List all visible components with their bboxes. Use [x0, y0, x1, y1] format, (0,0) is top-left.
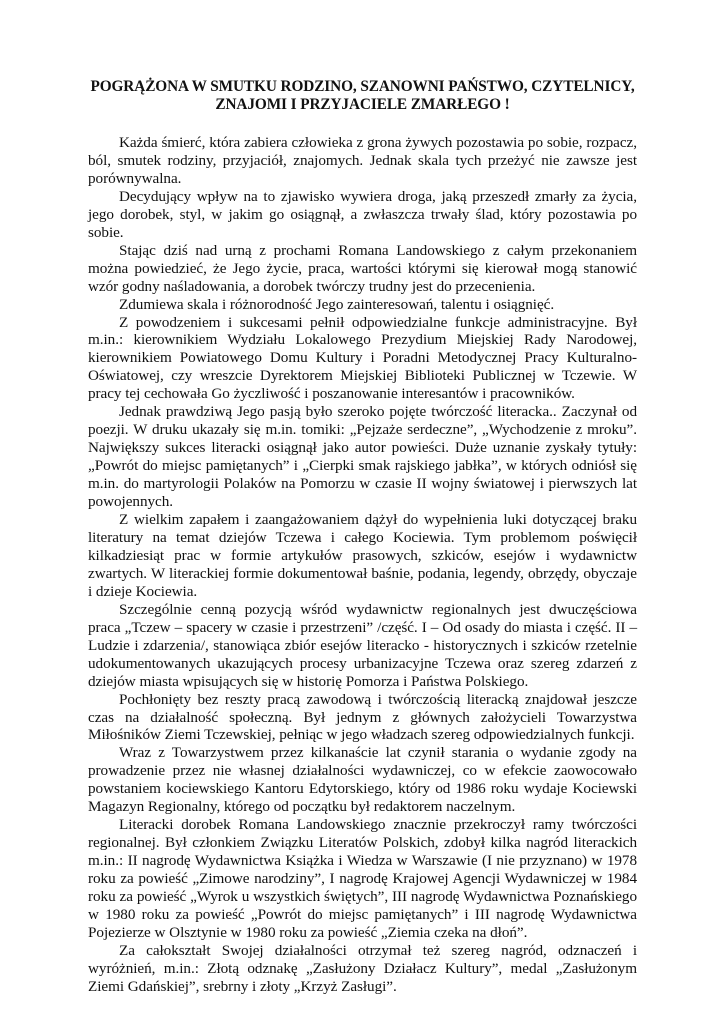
paragraph: Każda śmierć, która zabiera człowieka z grona żywych pozostawia po sobie, rozpacz, ból, smutek rodziny, przyjaciół, znajomych. Jednak skala tych przeżyć nie zawsze jest porównywalna. — [88, 134, 637, 187]
paragraph: Pochłonięty bez reszty pracą zawodową i twórczością literacką znajdował jeszcze czas na działalność społeczną. Był jednym z głównych założycieli Towarzystwa Miłośników Ziemi Tczewskiej, pełniąc w jego władzach szereg odpowiedzialnych funkcji. — [88, 690, 637, 744]
paragraph: Za całokształt Swojej działalności otrzymał też szereg nagród, odznaczeń i wyróżnień, m.in.: Złotą odznakę „Zasłużony Działacz Kultury”, medal „Zasłużonym Ziemi Gdańskiej”, srebrny i złoty „Krzyż Zasługi”. — [88, 941, 637, 995]
title-line-2: ZNAJOMI I PRZYJACIELE ZMARŁEGO ! — [215, 96, 510, 113]
paragraph: Z wielkim zapałem i zaangażowaniem dążył do wypełnienia luki dotyczącej braku literatury na temat dziejów Tczewa i całego Kociewia. Tym problemom poświęcił kilkadziesiąt prac w formie artykułów prasowych, szkiców, esejów i wydawnictw zwartych. W literackiej formie dokumentował baśnie, podania, legendy, obrzędy, obyczaje i dzieje Kociewia. — [88, 511, 637, 600]
paragraph: Wraz z Towarzystwem przez kilkanaście lat czynił starania o wydanie zgody na prowadzenie przez nie własnej działalności wydawniczej, co w efekcie zaowocowało powstaniem kociewskiego Kantoru Edytorskiego, który od 1986 roku wydaje Kociewski Magazyn Regionalny, którego od początku był redaktorem naczelnym. — [88, 744, 637, 816]
paragraph: Z powodzeniem i sukcesami pełnił odpowiedzialne funkcje administracyjne. Był m.in.: kierownikiem Wydziału Lokalowego Prezydium Miejskiej Rady Narodowej, kierownikiem Powiatowego Domu Kultury i Poradni Metodycznej Pracy Kulturalno-Oświatowej, czy wreszcie Dyrektorem Miejskiej Biblioteki Publicznej w Tczewie. W pracy tej cechowała Go życzliwość i poszanowanie interesantów i pracowników. — [88, 313, 637, 403]
document-page — [88, 78, 637, 996]
paragraph: Literacki dorobek Romana Landowskiego znacznie przekroczył ramy twórczości regionalnej. Był członkiem Związku Literatów Polskich, zdobył kilka nagród literackich m.in.: II nagrodę Wydawnictwa Książka i Wiedza w Warszawie (I nie przyznano) w 1978 roku za powieść „Zimowe narodziny”, I nagrodę Krajowej Agencji Wydawniczej w 1984 roku za powieść „Wyrok u wszystkich świętych”, III nagrodę Wydawnictwa Poznańskiego w 1980 roku za powieść „Powrót do miejsc pamiętanych” i III nagrodę Wydawnictwa Pojezierze w Olsztynie w 1980 roku za powieść „Ziemia czeka na dłoń”. — [88, 816, 637, 941]
document-title — [88, 78, 637, 114]
document-body — [88, 134, 637, 996]
paragraph: Decydujący wpływ na to zjawisko wywiera droga, jaką przeszedł zmarły za życia, jego dorobek, styl, w jakim go osiągnął, a zwłaszcza trwały ślad, który pozostawia po sobie. — [88, 187, 637, 241]
paragraph: Stając dziś nad urną z prochami Romana Landowskiego z całym przekonaniem można powiedzieć, że Jego życie, praca, wartości którymi się kierował mogą stanowić wzór godny naśladowania, a dorobek twórczy trudny jest do przecenienia. — [88, 241, 637, 295]
paragraph: Zdumiewa skala i różnorodność Jego zainteresowań, talentu i osiągnięć. — [119, 295, 555, 313]
paragraph: Szczególnie cenną pozycją wśród wydawnictw regionalnych jest dwuczęściowa praca „Tczew – spacery w czasie i przestrzeni” /część. I – Od osady do miasta i część. II – Ludzie i zdarzenia/, stanowiąca zbiór esejów literacko - historycznych i szkiców rzetelnie udokumentowanych ukazujących procesy urbanizacyjne Tczewa oraz szereg zdarzeń z dziejów miasta wpisujących się w historię Pomorza i Państwa Polskiego. — [88, 600, 637, 690]
paragraph: Jednak prawdziwą Jego pasją było szeroko pojęte twórczość literacka.. Zaczynał od poezji. W druku ukazały się m.in. tomiki: „Pejzaże serdeczne”, „Wychodzenie z mroku”. Największy sukces literacki osiągnął jako autor powieści. Duże uznanie zyskały tytuły: „Powrót do miejsc pamiętanych” i „Cierpki smak rajskiego jabłka”, w których odniósł się m.in. do martyrologii Polaków na Pomorzu w czasie II wojny światowej i pierwszych lat powojennych. — [88, 403, 637, 511]
title-line-1: POGRĄŻONA W SMUTKU RODZINO, SZANOWNI PAŃSTWO, CZYTELNICY, — [90, 78, 635, 95]
